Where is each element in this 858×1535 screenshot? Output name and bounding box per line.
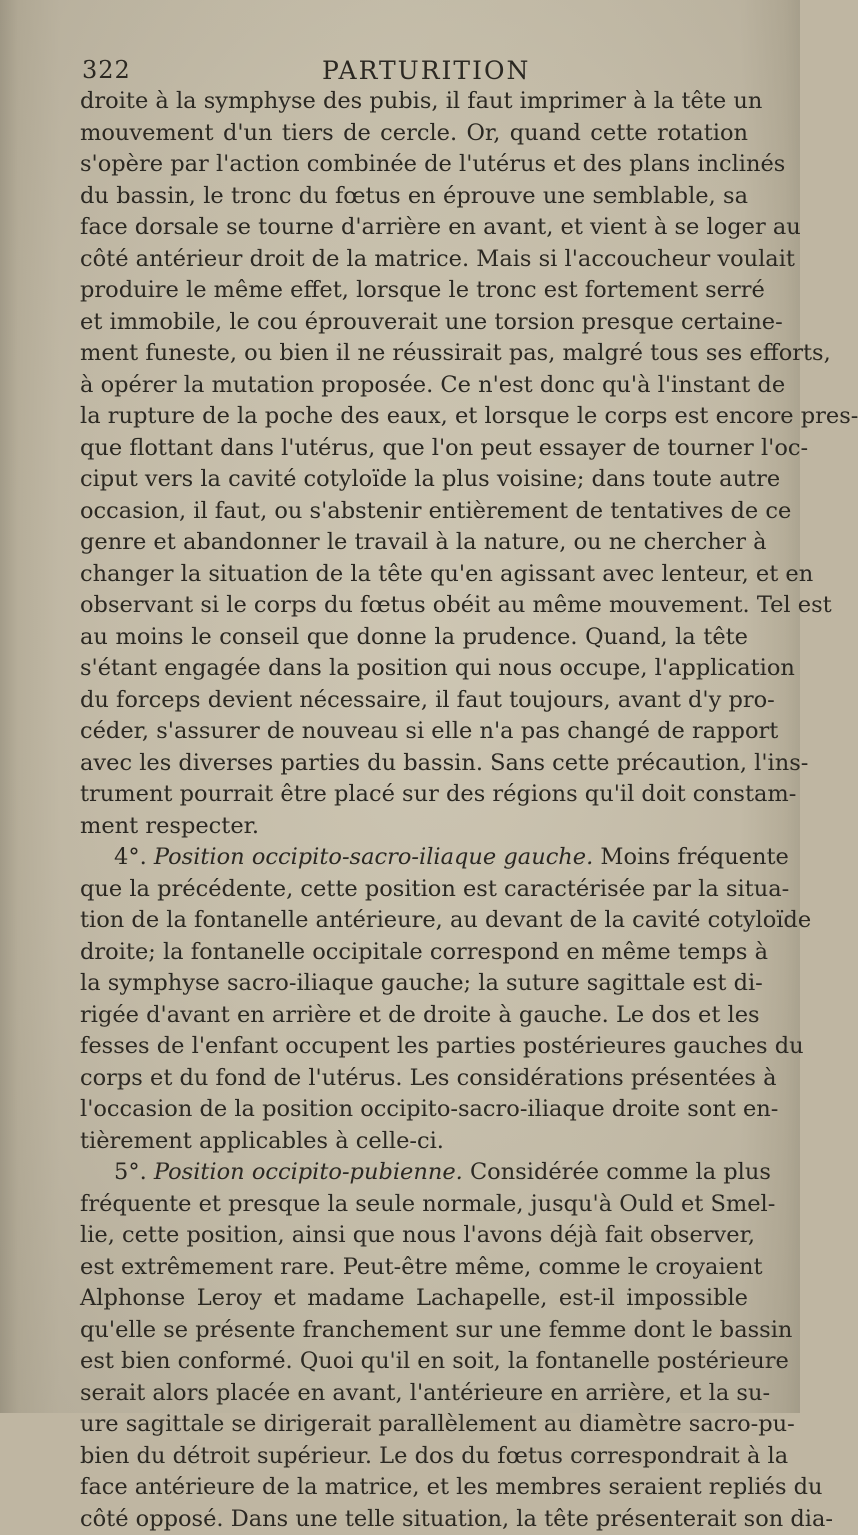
text-line: face antérieure de la matrice, et les membres seraient repliés du <box>80 1472 748 1504</box>
text-line: tion de la fontanelle antérieure, au devant de la cavité cotyloïde <box>80 905 748 937</box>
section-4-title: Position occipito-sacro-iliaque gauche. <box>154 844 593 870</box>
text-line: que la précédente, cette position est caractérisée par la situa- <box>80 874 748 906</box>
text-line: Alphonse Leroy et madame Lachapelle, est-il impossible <box>80 1283 748 1315</box>
running-head: PARTURITION <box>322 56 530 85</box>
section-5-heading-line <box>80 1157 748 1189</box>
text-line: est bien conformé. Quoi qu'il en soit, la fontanelle postérieure <box>80 1346 748 1378</box>
page-number: 322 <box>82 56 131 84</box>
text-line: tièrement applicables à celle-ci. <box>80 1126 748 1158</box>
text-line: avec les diverses parties du bassin. Sans cette précaution, l'ins- <box>80 748 748 780</box>
text-line: s'étant engagée dans la position qui nous occupe, l'application <box>80 653 748 685</box>
text-line: est extrêmement rare. Peut-être même, comme le croyaient <box>80 1252 748 1284</box>
text-line: droite; la fontanelle occipitale correspond en même temps à <box>80 937 748 969</box>
text-line: côté antérieur droit de la matrice. Mais si l'accoucheur voulait <box>80 244 748 276</box>
body-text <box>80 86 748 1535</box>
text-line: face dorsale se tourne d'arrière en avant, et vient à se loger au <box>80 212 748 244</box>
text-line: fréquente et presque la seule normale, jusqu'à Ould et Smel- <box>80 1189 748 1221</box>
text-line: mouvement d'un tiers de cercle. Or, quand cette rotation <box>80 118 748 150</box>
text-line: côté opposé. Dans une telle situation, la tête présenterait son dia- <box>80 1504 748 1535</box>
text-line: ment funeste, ou bien il ne réussirait pas, malgré tous ses efforts, <box>80 338 748 370</box>
text-line: occasion, il faut, ou s'abstenir entièrement de tentatives de ce <box>80 496 748 528</box>
text-line: corps et du fond de l'utérus. Les considérations présentées à <box>80 1063 748 1095</box>
section-4-first-line-text: Moins fréquente <box>593 844 789 870</box>
text-line: à opérer la mutation proposée. Ce n'est donc qu'à l'instant de <box>80 370 748 402</box>
text-line: bien du détroit supérieur. Le dos du fœtus correspondrait à la <box>80 1441 748 1473</box>
text-line: ciput vers la cavité cotyloïde la plus voisine; dans toute autre <box>80 464 748 496</box>
text-line: ure sagittale se dirigerait parallèlement au diamètre sacro-pu- <box>80 1409 748 1441</box>
text-line: et immobile, le cou éprouverait une torsion presque certaine- <box>80 307 748 339</box>
section-5-first-line-text: Considérée comme la plus <box>463 1159 771 1185</box>
text-line: observant si le corps du fœtus obéit au même mouvement. Tel est <box>80 590 748 622</box>
text-line: produire le même effet, lorsque le tronc est fortement serré <box>80 275 748 307</box>
section-5-title: Position occipito-pubienne. <box>154 1159 463 1185</box>
section-4-number: 4°. <box>114 844 154 870</box>
section-4-heading-line <box>80 842 748 874</box>
text-line: genre et abandonner le travail à la nature, ou ne chercher à <box>80 527 748 559</box>
text-line: l'occasion de la position occipito-sacro-iliaque droite sont en- <box>80 1094 748 1126</box>
text-line: s'opère par l'action combinée de l'utérus et des plans inclinés <box>80 149 748 181</box>
text-line: droite à la symphyse des pubis, il faut imprimer à la tête un <box>80 86 748 118</box>
text-line: trument pourrait être placé sur des régions qu'il doit constam- <box>80 779 748 811</box>
text-line: fesses de l'enfant occupent les parties postérieures gauches du <box>80 1031 748 1063</box>
text-line: lie, cette position, ainsi que nous l'avons déjà fait observer, <box>80 1220 748 1252</box>
section-5-number: 5°. <box>114 1159 154 1185</box>
text-line: qu'elle se présente franchement sur une femme dont le bassin <box>80 1315 748 1347</box>
text-line: la symphyse sacro-iliaque gauche; la suture sagittale est di- <box>80 968 748 1000</box>
text-line: la rupture de la poche des eaux, et lorsque le corps est encore pres- <box>80 401 748 433</box>
text-line: changer la situation de la tête qu'en agissant avec lenteur, et en <box>80 559 748 591</box>
text-line: au moins le conseil que donne la prudence. Quand, la tête <box>80 622 748 654</box>
text-line: céder, s'assurer de nouveau si elle n'a pas changé de rapport <box>80 716 748 748</box>
text-line: serait alors placée en avant, l'antérieure en arrière, et la su- <box>80 1378 748 1410</box>
text-line: ment respecter. <box>80 811 748 843</box>
text-line: que flottant dans l'utérus, que l'on peut essayer de tourner l'oc- <box>80 433 748 465</box>
text-line: du bassin, le tronc du fœtus en éprouve une semblable, sa <box>80 181 748 213</box>
text-line: rigée d'avant en arrière et de droite à gauche. Le dos et les <box>80 1000 748 1032</box>
text-line: du forceps devient nécessaire, il faut toujours, avant d'y pro- <box>80 685 748 717</box>
